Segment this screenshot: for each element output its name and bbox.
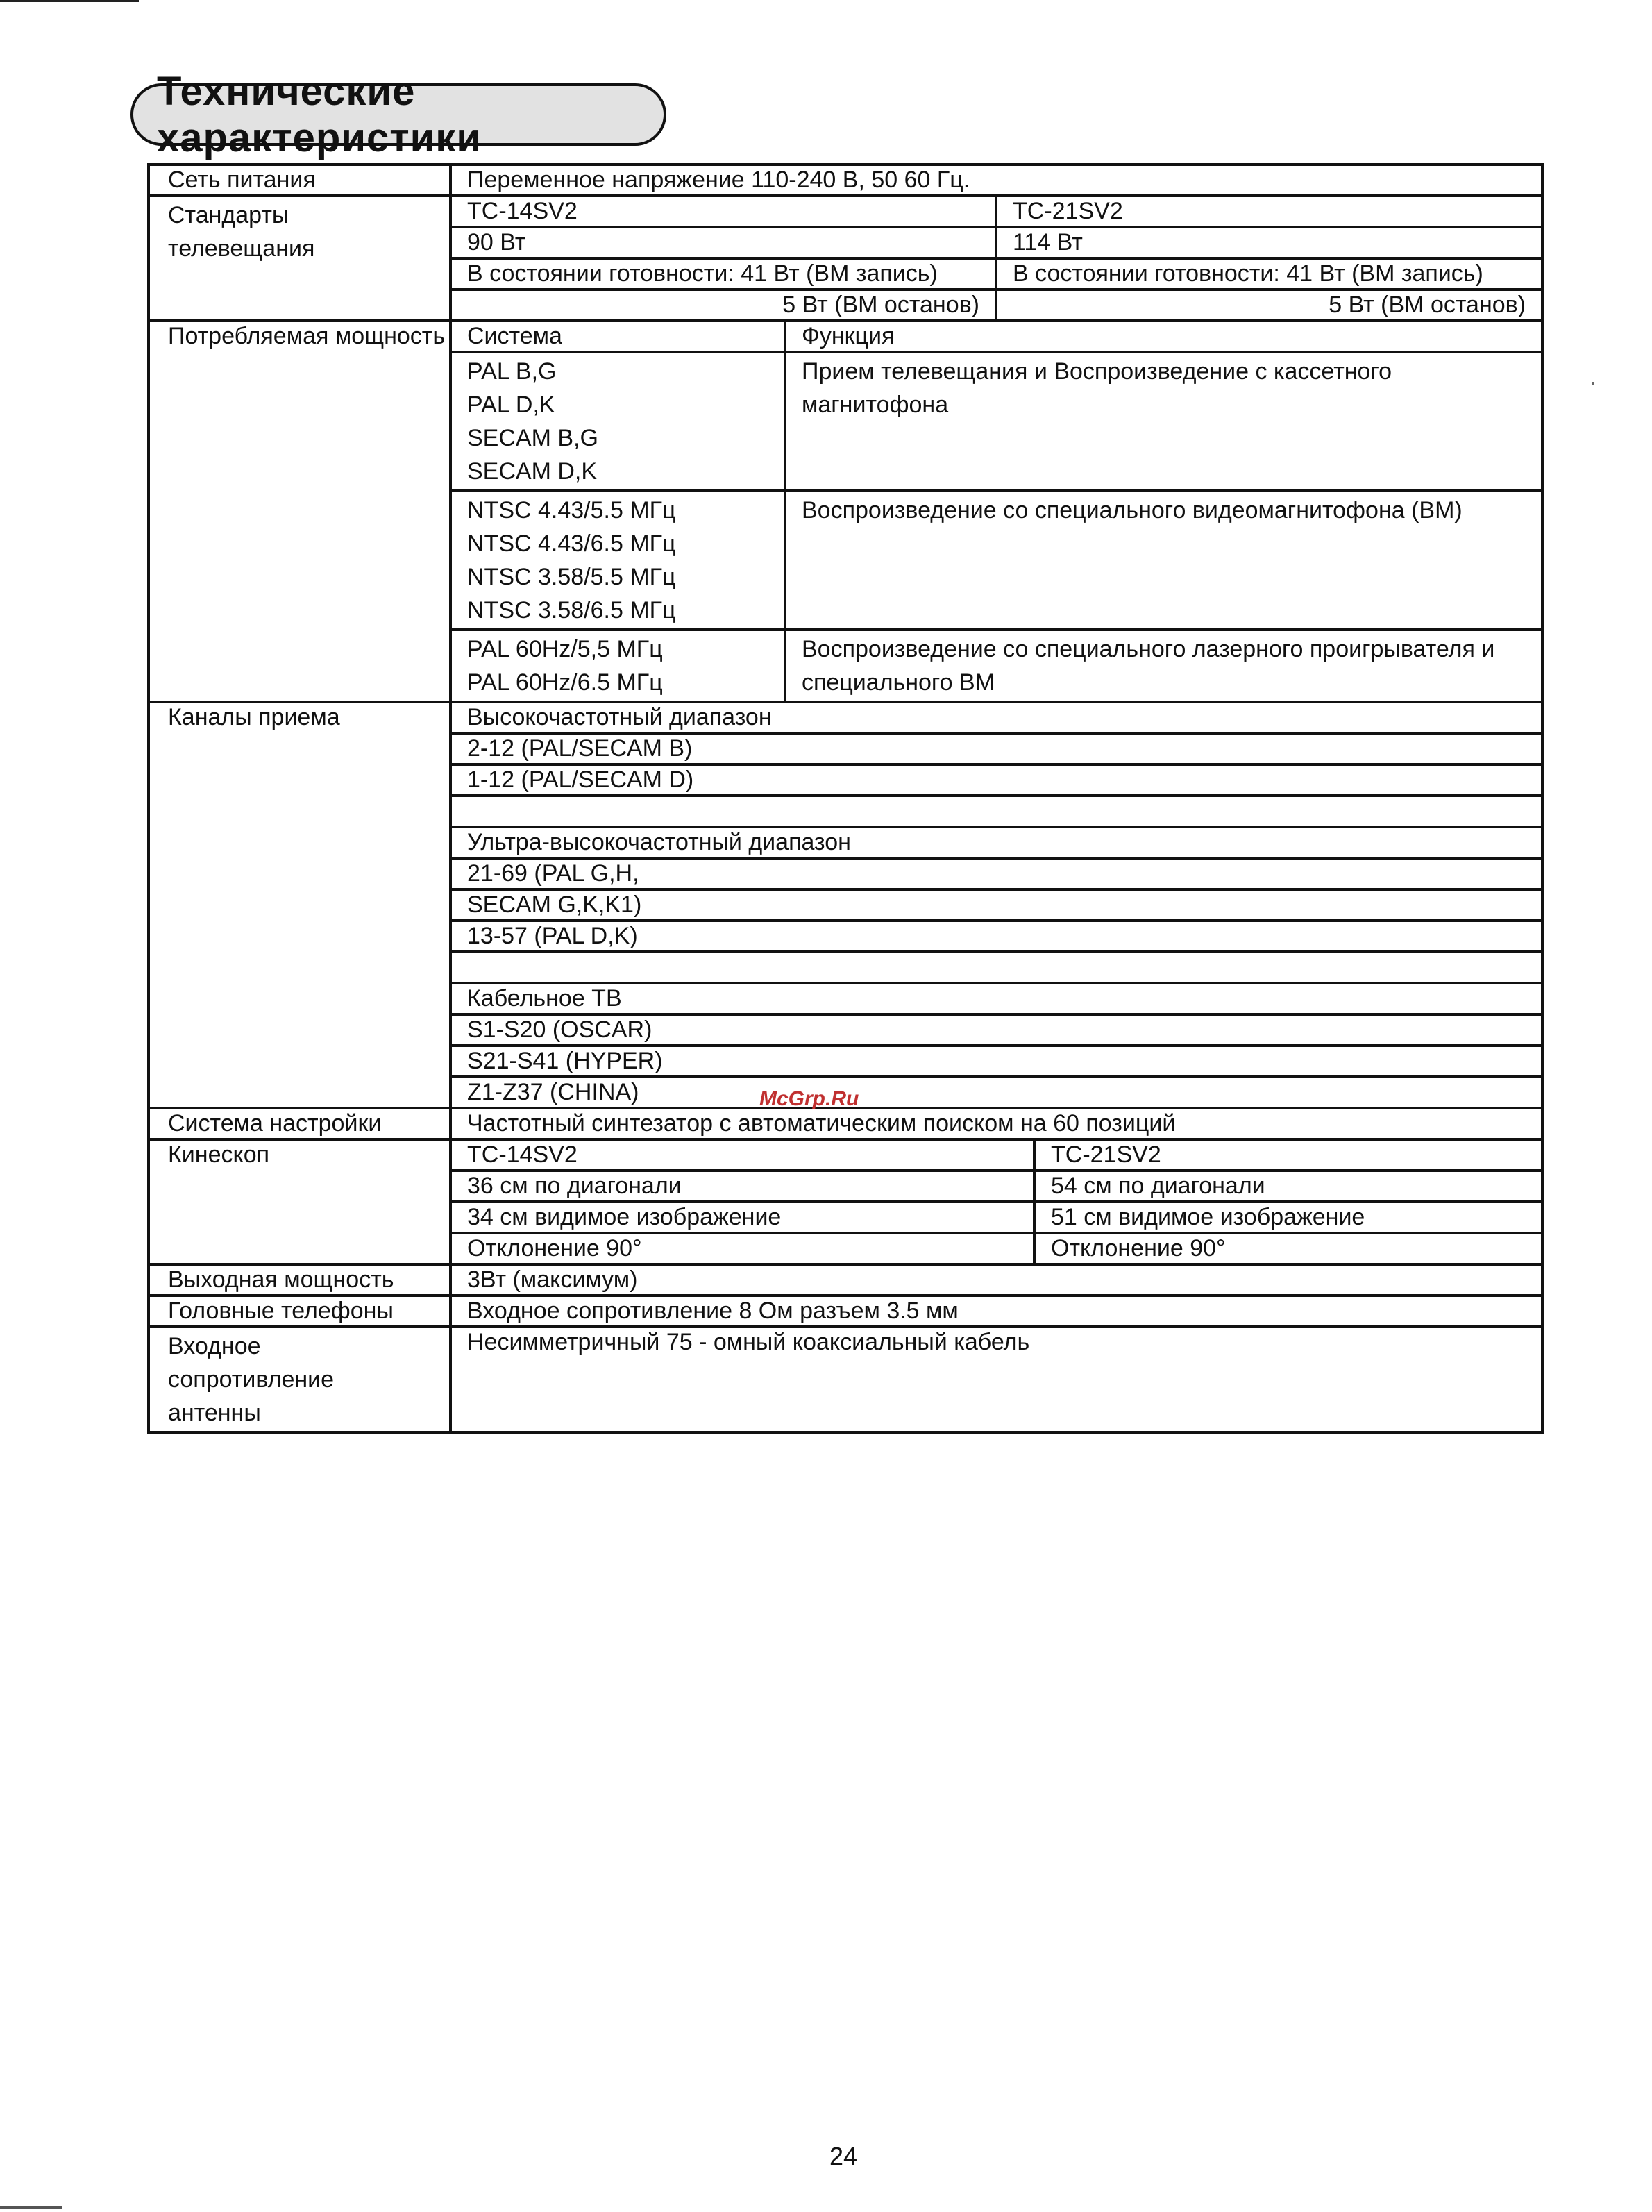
- crt-deflection-a: Отклонение 90°: [450, 1233, 1034, 1264]
- label-tv-standards: Стандарты телевещания: [149, 196, 450, 321]
- label-power-consumption: Потребляемая мощность: [149, 321, 450, 702]
- crt-diag-a: 36 см по диагонали: [450, 1171, 1034, 1202]
- label-output-power: Выходная мощность: [149, 1264, 450, 1296]
- channel-item: S21-S41 (HYPER): [450, 1046, 1542, 1077]
- model-a: TC-14SV2: [450, 196, 996, 227]
- value-tuning: Частотный синтезатор с автоматическим поиском на 60 позиций: [450, 1108, 1542, 1139]
- label-headphones: Головные телефоны: [149, 1296, 450, 1327]
- value-headphones: Входное сопротивление 8 Ом разъем 3.5 мм: [450, 1296, 1542, 1327]
- stop-b: 5 Вт (ВМ останов): [996, 290, 1542, 321]
- label-crt: Кинескоп: [149, 1139, 450, 1264]
- scan-speck: [1592, 382, 1594, 385]
- power-a: 90 Вт: [450, 227, 996, 258]
- row-power-consumption-header: [149, 321, 1542, 352]
- page-title: [130, 69, 666, 160]
- standby-b: В состоянии готовности: 41 Вт (ВМ запись): [996, 258, 1542, 290]
- col-function: Функция: [785, 321, 1542, 352]
- channel-item: 21-69 (PAL G,H,: [450, 858, 1542, 889]
- system-list: NTSC 4.43/5.5 МГц NTSC 4.43/6.5 МГц NTSC 3.58/5.5 МГц NTSC 3.58/6.5 МГц: [450, 491, 785, 630]
- standby-a: В состоянии готовности: 41 Вт (ВМ запись): [450, 258, 996, 290]
- specs-table: [147, 163, 1544, 1434]
- row-antenna: [149, 1327, 1542, 1432]
- row-power-supply: [149, 165, 1542, 196]
- top-rule: [0, 0, 139, 2]
- watermark: McGrp.Ru: [759, 1087, 859, 1110]
- row-headphones: [149, 1296, 1542, 1327]
- channel-item: Кабельное ТВ: [450, 983, 1542, 1014]
- crt-deflection-b: Отклонение 90°: [1034, 1233, 1542, 1264]
- label-tuning: Система настройки: [149, 1108, 450, 1139]
- crt-model-b: TC-21SV2: [1034, 1139, 1542, 1171]
- channel-item: 13-57 (PAL D,K): [450, 921, 1542, 952]
- col-system: Система: [450, 321, 785, 352]
- value-output-power: 3Вт (максимум): [450, 1264, 1542, 1296]
- channel-row: [149, 702, 1542, 733]
- value-antenna: Несимметричный 75 - омный коаксиальный кабель: [450, 1327, 1542, 1432]
- row-tuning: [149, 1108, 1542, 1139]
- system-list: PAL B,G PAL D,K SECAM B,G SECAM D,K: [450, 352, 785, 491]
- page-number: 24: [829, 2142, 858, 2170]
- label-power-supply: Сеть питания: [149, 165, 450, 196]
- page-title-text: Технические характеристики: [157, 69, 482, 160]
- channel-item: [450, 952, 1542, 983]
- row-output-power: [149, 1264, 1542, 1296]
- label-channels: Каналы приема: [149, 702, 450, 1108]
- channel-item: 2-12 (PAL/SECAM B): [450, 733, 1542, 764]
- crt-visible-b: 51 см видимое изображение: [1034, 1202, 1542, 1233]
- system-function: Воспроизведение со специального лазерного проигрывателя и специального ВМ: [785, 630, 1542, 702]
- power-b: 114 Вт: [996, 227, 1542, 258]
- crt-model-a: TC-14SV2: [450, 1139, 1034, 1171]
- channel-item: S1-S20 (OSCAR): [450, 1014, 1542, 1046]
- channel-item: [450, 796, 1542, 827]
- system-list: PAL 60Hz/5,5 МГц PAL 60Hz/6.5 МГц: [450, 630, 785, 702]
- crt-visible-a: 34 см видимое изображение: [450, 1202, 1034, 1233]
- channel-item: Ультра-высокочастотный диапазон: [450, 827, 1542, 858]
- bottom-rule: [0, 2206, 62, 2209]
- channel-item: 1-12 (PAL/SECAM D): [450, 764, 1542, 796]
- model-b: TC-21SV2: [996, 196, 1542, 227]
- system-function: Воспроизведение со специального видеомагнитофона (ВМ): [785, 491, 1542, 630]
- label-antenna: Входное сопротивление антенны: [149, 1327, 450, 1432]
- channel-item: SECAM G,K,K1): [450, 889, 1542, 921]
- channel-item: Высокочастотный диапазон: [450, 702, 1542, 733]
- row-crt-models: [149, 1139, 1542, 1171]
- crt-diag-b: 54 см по диагонали: [1034, 1171, 1542, 1202]
- channel-item: Z1-Z37 (CHINA): [450, 1077, 1542, 1108]
- stop-a: 5 Вт (ВМ останов): [450, 290, 996, 321]
- value-power-supply: Переменное напряжение 110-240 В, 50 60 Гц.: [450, 165, 1542, 196]
- row-tv-standards: [149, 196, 1542, 227]
- system-function: Прием телевещания и Воспроизведение с кассетного магнитофона: [785, 352, 1542, 491]
